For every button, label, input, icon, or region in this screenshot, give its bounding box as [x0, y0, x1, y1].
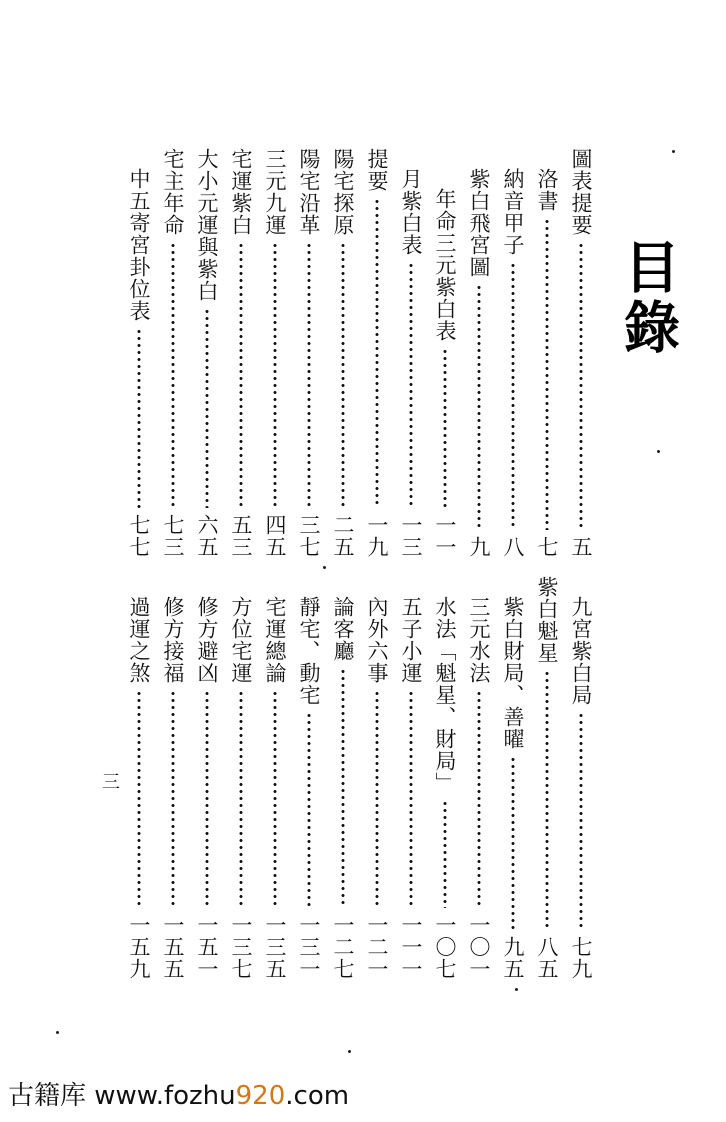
toc-entry[interactable] [361, 148, 393, 558]
dot-leader [191, 308, 223, 508]
toc-entry[interactable] [259, 148, 291, 558]
dot-leader [565, 242, 597, 530]
toc-entry[interactable] [327, 148, 359, 558]
watermark-footer [8, 1078, 349, 1114]
toc-entry-title: 紫白魁星 [535, 576, 559, 664]
toc-entry-title: 月紫白表 [399, 168, 423, 256]
watermark-url-prefix: www.fozhu [94, 1081, 236, 1111]
toc-entry-page: 七 [535, 536, 559, 558]
toc-entry[interactable] [293, 596, 325, 980]
toc-entry[interactable] [497, 596, 529, 980]
toc-entry-title: 陽宅沿革 [297, 148, 321, 236]
toc-entry[interactable] [429, 188, 461, 558]
toc-entry[interactable] [531, 576, 563, 980]
toc-entry-page: 一〇一 [467, 914, 491, 980]
toc-entry-page: 三七 [297, 514, 321, 558]
scan-speck [348, 1050, 351, 1053]
toc-entry[interactable] [157, 148, 189, 558]
toc-entry-title: 水法「魁星、財局」 [433, 596, 457, 794]
toc-entry[interactable] [225, 148, 257, 558]
toc-entry-title: 年命三元紫白表 [433, 188, 457, 342]
toc-entry-page: 七三 [161, 514, 185, 558]
toc-entry-title: 大小元運與紫白 [195, 148, 219, 302]
toc-entry-title: 過運之煞 [127, 596, 151, 684]
toc-entry-page: 一三五 [263, 914, 287, 980]
toc-entry-page: 一三七 [229, 914, 253, 980]
watermark-url-suffix: .com [285, 1081, 350, 1111]
dot-leader [293, 242, 325, 508]
toc-entry-page: 一〇七 [433, 914, 457, 980]
dot-leader [259, 690, 291, 908]
toc-entry-title: 靜宅、動宅 [297, 596, 321, 706]
dot-leader [429, 348, 461, 508]
toc-entry-page: 一三一 [297, 914, 321, 980]
toc-entry-title: 三元水法 [467, 596, 491, 684]
dot-leader [361, 198, 393, 508]
toc-entry[interactable] [123, 596, 155, 980]
toc-entry-title: 紫白財局、善曜 [501, 596, 525, 750]
toc-entry-page: 九五 [501, 936, 525, 980]
toc-entry[interactable] [123, 168, 155, 558]
dot-leader [463, 284, 495, 530]
dot-leader [225, 242, 257, 508]
toc-entry-page: 一三 [399, 514, 423, 558]
dot-leader [293, 712, 325, 908]
toc-entry-title: 三元九運 [263, 148, 287, 236]
dot-leader [327, 668, 359, 908]
toc-entry-title: 中五寄宮卦位表 [127, 168, 151, 322]
dot-leader [531, 218, 563, 530]
dot-leader [531, 670, 563, 930]
scan-speck [323, 566, 326, 569]
toc-entry-page: 一二七 [331, 914, 355, 980]
toc-entry[interactable] [395, 168, 427, 558]
toc-entry[interactable] [565, 596, 597, 980]
toc-entry[interactable] [225, 596, 257, 980]
toc-entry[interactable] [361, 596, 393, 980]
dot-leader [361, 690, 393, 908]
toc-entry-title: 五子小運 [399, 596, 423, 684]
dot-leader [497, 756, 529, 930]
toc-entry-title: 方位宅運 [229, 596, 253, 684]
dot-leader [565, 712, 597, 930]
scan-speck [657, 450, 660, 453]
toc-entry-page: 一九 [365, 514, 389, 558]
toc-entry-page: 一二一 [365, 914, 389, 980]
scan-speck [515, 988, 518, 991]
toc-entry[interactable] [429, 596, 461, 980]
toc-entry-page: 六五 [195, 514, 219, 558]
toc-entry-page: 一五五 [161, 914, 185, 980]
toc-entry[interactable] [531, 168, 563, 558]
toc-entry-title: 論客廳 [331, 596, 355, 662]
toc-entry[interactable] [293, 148, 325, 558]
toc-entry-title: 圖表提要 [569, 148, 593, 236]
dot-leader [463, 690, 495, 908]
page-number: 三 [99, 772, 120, 790]
toc-entry-title: 修方接福 [161, 596, 185, 684]
toc-entry[interactable] [259, 596, 291, 980]
toc-entry-title: 陽宅探原 [331, 148, 355, 236]
toc-entry-title: 紫白飛宮圖 [467, 168, 491, 278]
dot-leader [123, 690, 155, 908]
dot-leader [497, 262, 529, 530]
dot-leader [157, 690, 189, 908]
toc-entry[interactable] [327, 596, 359, 980]
toc-entry-title: 提要 [365, 148, 389, 192]
toc-entry-page: 九 [467, 536, 491, 558]
toc-entry-title: 九宮紫白局 [569, 596, 593, 706]
toc-entry-title: 宅運總論 [263, 596, 287, 684]
dot-leader [157, 242, 189, 508]
toc-entry[interactable] [157, 596, 189, 980]
toc-entry[interactable] [191, 596, 223, 980]
toc-entry-title: 內外六事 [365, 596, 389, 684]
dot-leader [123, 328, 155, 508]
scan-speck [56, 1031, 59, 1034]
dot-leader [429, 800, 461, 908]
toc-entry-page: 一一 [433, 514, 457, 558]
dot-leader [191, 690, 223, 908]
dot-leader [225, 690, 257, 908]
page-title: 目錄 [615, 238, 681, 358]
toc-entry[interactable] [497, 168, 529, 558]
toc-entry[interactable] [463, 168, 495, 558]
toc-entry-page: 一一一 [399, 914, 423, 980]
toc-entry-title: 修方避凶 [195, 596, 219, 684]
toc-entry[interactable] [395, 596, 427, 980]
dot-leader [395, 262, 427, 508]
toc-entry[interactable] [191, 148, 223, 558]
toc-entry-page: 五 [569, 536, 593, 558]
watermark-site-name: 古籍库 [8, 1081, 87, 1111]
toc-entry-page: 八五 [535, 936, 559, 980]
toc-entry-page: 一五九 [127, 914, 151, 980]
toc-entry-page: 五三 [229, 514, 253, 558]
dot-leader [259, 242, 291, 508]
dot-leader [327, 242, 359, 508]
toc-entry-title: 宅運紫白 [229, 148, 253, 236]
toc-entry-page: 二五 [331, 514, 355, 558]
toc-entry-title: 宅主年命 [161, 148, 185, 236]
toc-entry-page: 七九 [569, 936, 593, 980]
toc-entry[interactable] [565, 148, 597, 558]
dot-leader [395, 690, 427, 908]
toc-entry-page: 四五 [263, 514, 287, 558]
toc-entry-title: 洛書 [535, 168, 559, 212]
toc-entry-page: 八 [501, 536, 525, 558]
scan-speck [672, 150, 675, 153]
toc-entry[interactable] [463, 596, 495, 980]
toc-entry-title: 納音甲子 [501, 168, 525, 256]
watermark-url-number: 920 [235, 1081, 286, 1111]
toc-entry-page: 七七 [127, 514, 151, 558]
toc-entry-page: 一五一 [195, 914, 219, 980]
